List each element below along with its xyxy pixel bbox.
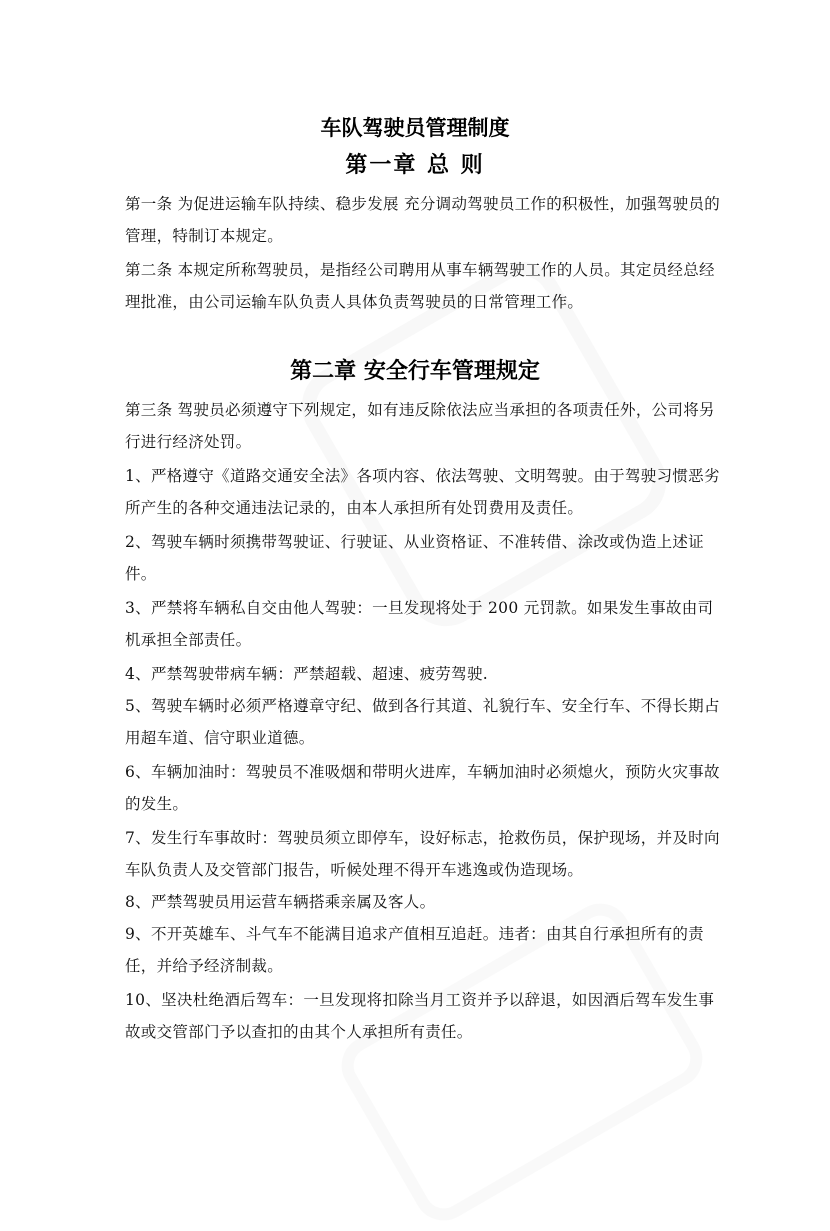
rule-item-2: 2、驾驶车辆时须携带驾驶证、行驶证、从业资格证、不准转借、涂改或伪造上述证件。 (125, 533, 704, 583)
document-title: 车队驾驶员管理制度 (320, 116, 510, 140)
rule-item-5: 5、驾驶车辆时必须严格遵章守纪、做到各行其道、礼貌行车、安全行车、不得长期占用超车道、信守职业道德。 (125, 697, 720, 747)
chapter-2-heading: 第二章 安全行车管理规定 (290, 359, 540, 384)
article-3: 第三条 驾驶员必须遵守下列规定，如有违反除依法应当承担的各项责任外，公司将另行进行经济处罚。 (125, 401, 715, 451)
rule-item-9: 9、不开英雄车、斗气车不能满目追求产值相互追赶。违者：由其自行承担所有的责任，并给予经济制裁。 (125, 925, 704, 975)
rule-item-4: 4、严禁驾驶带病车辆：严禁超载、超速、疲劳驾驶. (125, 665, 488, 683)
chapter-1-heading: 第一章 总 则 (345, 153, 485, 178)
rule-item-1: 1、严格遵守《道路交通安全法》各项内容、依法驾驶、文明驾驶。由于驾驶习惯恶劣所产生的各种交通违法记录的，由本人承担所有处罚费用及责任。 (125, 467, 720, 517)
rule-item-7: 7、发生行车事故时：驾驶员须立即停车，设好标志，抢救伤员，保护现场，并及时向车队负责人及交管部门报告，听候处理不得开车逃逸或伪造现场。 (125, 829, 720, 879)
article-2: 第二条 本规定所称驾驶员，是指经公司聘用从事车辆驾驶工作的人员。其定员经总经理批准，由公司运输车队负责人具体负责驾驶员的日常管理工作。 (125, 261, 715, 311)
rule-item-3: 3、严禁将车辆私自交由他人驾驶：一旦发现将处于 200 元罚款。如果发生事故由司机承担全部责任。 (125, 599, 714, 649)
rule-item-8: 8、严禁驾驶员用运营车辆搭乘亲属及客人。 (125, 893, 436, 911)
rule-item-10: 10、坚决杜绝酒后驾车：一旦发现将扣除当月工资并予以辞退，如因酒后驾车发生事故或交管部门予以查扣的由其个人承担所有责任。 (125, 991, 715, 1041)
article-1: 第一条 为促进运输车队持续、稳步发展 充分调动驾驶员工作的积极性，加强驾驶员的管理，特制订本规定。 (125, 195, 721, 245)
rule-item-6: 6、车辆加油时：驾驶员不准吸烟和带明火进库，车辆加油时必须熄火，预防火灾事故的发生。 (125, 763, 720, 813)
